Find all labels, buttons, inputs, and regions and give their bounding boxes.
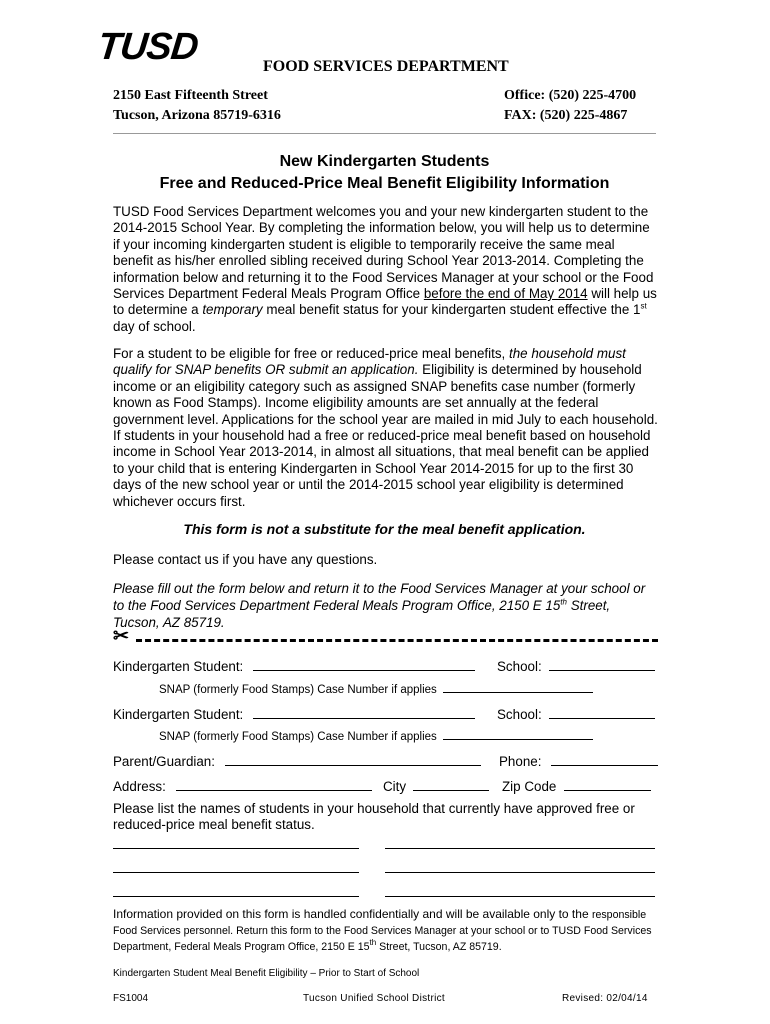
- temporary-text: temporary: [202, 302, 263, 318]
- contact-numbers: [504, 86, 636, 126]
- office-phone: Office: (520) 225-4700: [504, 88, 637, 103]
- title-line-2: Free and Reduced-Price Meal Benefit Eligibility Information: [159, 175, 610, 192]
- household-name-4-field[interactable]: [385, 872, 655, 873]
- city-field[interactable]: [413, 777, 489, 791]
- household-name-6-field[interactable]: [385, 896, 655, 897]
- zip-label: Zip Code: [502, 779, 557, 794]
- instructions-text-2: Street, Tucson, AZ 85719.: [113, 598, 611, 630]
- address-line-2: Tucson, Arizona 85719-6316: [113, 108, 281, 123]
- confidentiality-text-3: Street, Tucson, AZ 85719.: [376, 941, 502, 953]
- intro-superscript: st: [640, 301, 647, 311]
- tusd-logo: TUSD: [95, 26, 200, 68]
- dashed-cut-rule: [136, 639, 658, 642]
- confidentiality-superscript: th: [369, 938, 377, 947]
- zip-field[interactable]: [564, 777, 651, 791]
- kindergarten-student-2-row: [113, 705, 475, 722]
- snap-2-row: [159, 728, 593, 743]
- household-name-1-field[interactable]: [113, 848, 359, 849]
- instructions-superscript: th: [560, 597, 567, 607]
- scissors-icon: ✂: [113, 626, 129, 647]
- cut-line: [113, 626, 658, 650]
- address-row: [113, 777, 372, 794]
- footer-document-title: Kindergarten Student Meal Benefit Eligibility – Prior to Start of School: [113, 968, 420, 979]
- phone-field[interactable]: [551, 752, 658, 766]
- intro-text-4: day of school.: [113, 318, 196, 334]
- household-name-2-field[interactable]: [385, 848, 655, 849]
- address-line-1: 2150 East Fifteenth Street: [113, 88, 268, 103]
- phone-row: [499, 752, 658, 769]
- document-title: [113, 151, 656, 195]
- confidentiality-notice: [113, 907, 658, 955]
- instructions-text: Please fill out the form below and return it to the Food Services Manager at your school or to the Food Services Department Federal Meals Program Office, 2150 E 15: [113, 581, 646, 613]
- household-prompt: Please list the names of students in your household that currently have approved free or reduced-price meal benefit status.: [113, 801, 635, 833]
- eligibility-paragraph: [113, 346, 658, 510]
- return-instructions: [113, 580, 658, 631]
- confidentiality-text: Information provided on this form is handled confidentially and will be available only to the: [113, 907, 589, 921]
- header-divider: [113, 133, 656, 134]
- city-row: [383, 777, 489, 794]
- snap-label: SNAP (formerly Food Stamps) Case Number if applies: [159, 684, 437, 696]
- address-label: Address:: [113, 779, 166, 794]
- eligibility-text: For a student to be eligible for free or reduced-price meal benefits,: [113, 346, 509, 361]
- title-line-1: New Kindergarten Students: [279, 153, 490, 170]
- school-label: School:: [497, 659, 542, 674]
- footer-district: Tucson Unified School District: [303, 993, 446, 1004]
- kindergarten-student-label: Kindergarten Student:: [113, 707, 244, 722]
- department-heading: FOOD SERVICES DEPARTMENT: [263, 58, 509, 75]
- household-name-5-field[interactable]: [113, 896, 359, 897]
- eligibility-text-2: Eligibility is determined by household income or an eligibility category such as assigned SNAP benefits case number (formerly known as Food Stamps). Income eligibility amounts are set annually at the federal government level. Applications for the school year are mailed in mid July to each household. If students in your household had a free or reduced-price meal benefit based on household income in School Year 2013-2014, in almost all situations, that meal benefit can be applied to your child that is entering Kindergarten in School Year 2014-2015 for up to the first 30 days of the new school year or until the 2014-2015 school year eligibility is determined whichever occurs first.: [113, 362, 658, 509]
- city-label: City: [383, 779, 407, 794]
- confidentiality-text-2: responsible Food Services personnel. Return this form to the Food Services Manager at your school or to TUSD Food Services Department, Federal Meals Program Office, 2150 E 15: [113, 909, 652, 953]
- parent-guardian-label: Parent/Guardian:: [113, 754, 215, 769]
- school-1-row: [497, 657, 655, 674]
- kindergarten-student-1-row: [113, 657, 475, 674]
- intro-text-2: will help us to determine a: [113, 286, 657, 318]
- kindergarten-student-1-field[interactable]: [253, 657, 475, 671]
- contact-line: Please contact us if you have any questions.: [113, 552, 378, 567]
- footer-form-code: FS1004: [113, 993, 149, 1004]
- snap-label: SNAP (formerly Food Stamps) Case Number if applies: [159, 731, 437, 743]
- intro-text-3: meal benefit status for your kindergarten student effective the 1: [262, 302, 641, 318]
- kindergarten-student-label: Kindergarten Student:: [113, 659, 244, 674]
- phone-label: Phone:: [499, 754, 542, 769]
- school-1-field[interactable]: [549, 657, 655, 671]
- parent-guardian-row: [113, 752, 481, 769]
- snap-1-field[interactable]: [443, 681, 593, 693]
- school-2-field[interactable]: [549, 705, 655, 719]
- eligibility-emphasis: the household must qualify for SNAP benefits OR submit an application.: [113, 346, 626, 378]
- address-field[interactable]: [176, 777, 372, 791]
- school-2-row: [497, 705, 655, 722]
- school-label: School:: [497, 707, 542, 722]
- intro-text: TUSD Food Services Department welcomes you and your new kindergarten student to the 2014-2015 School Year. By completing the information below, you will help us to determine if your incoming kindergarten student is eligible to temporarily receive the same meal benefit as his/her enrolled sibling received during School Year 2013-2014. Completing the information below and returning it to the Food Services Manager at your school or the Food Services Department Federal Meals Program Office: [113, 204, 654, 302]
- not-substitute-notice: This form is not a substitute for the meal benefit application.: [183, 521, 586, 537]
- kindergarten-student-2-field[interactable]: [253, 705, 475, 719]
- intro-paragraph: [113, 204, 658, 335]
- parent-guardian-field[interactable]: [225, 752, 481, 766]
- deadline-text: before the end of May 2014: [423, 286, 588, 302]
- zip-row: [502, 777, 651, 794]
- street-address: [113, 86, 281, 126]
- snap-2-field[interactable]: [443, 728, 593, 740]
- household-name-3-field[interactable]: [113, 872, 359, 873]
- snap-1-row: [159, 681, 593, 696]
- fax-number: FAX: (520) 225-4867: [504, 108, 628, 123]
- footer-revised-date: Revised: 02/04/14: [562, 993, 648, 1004]
